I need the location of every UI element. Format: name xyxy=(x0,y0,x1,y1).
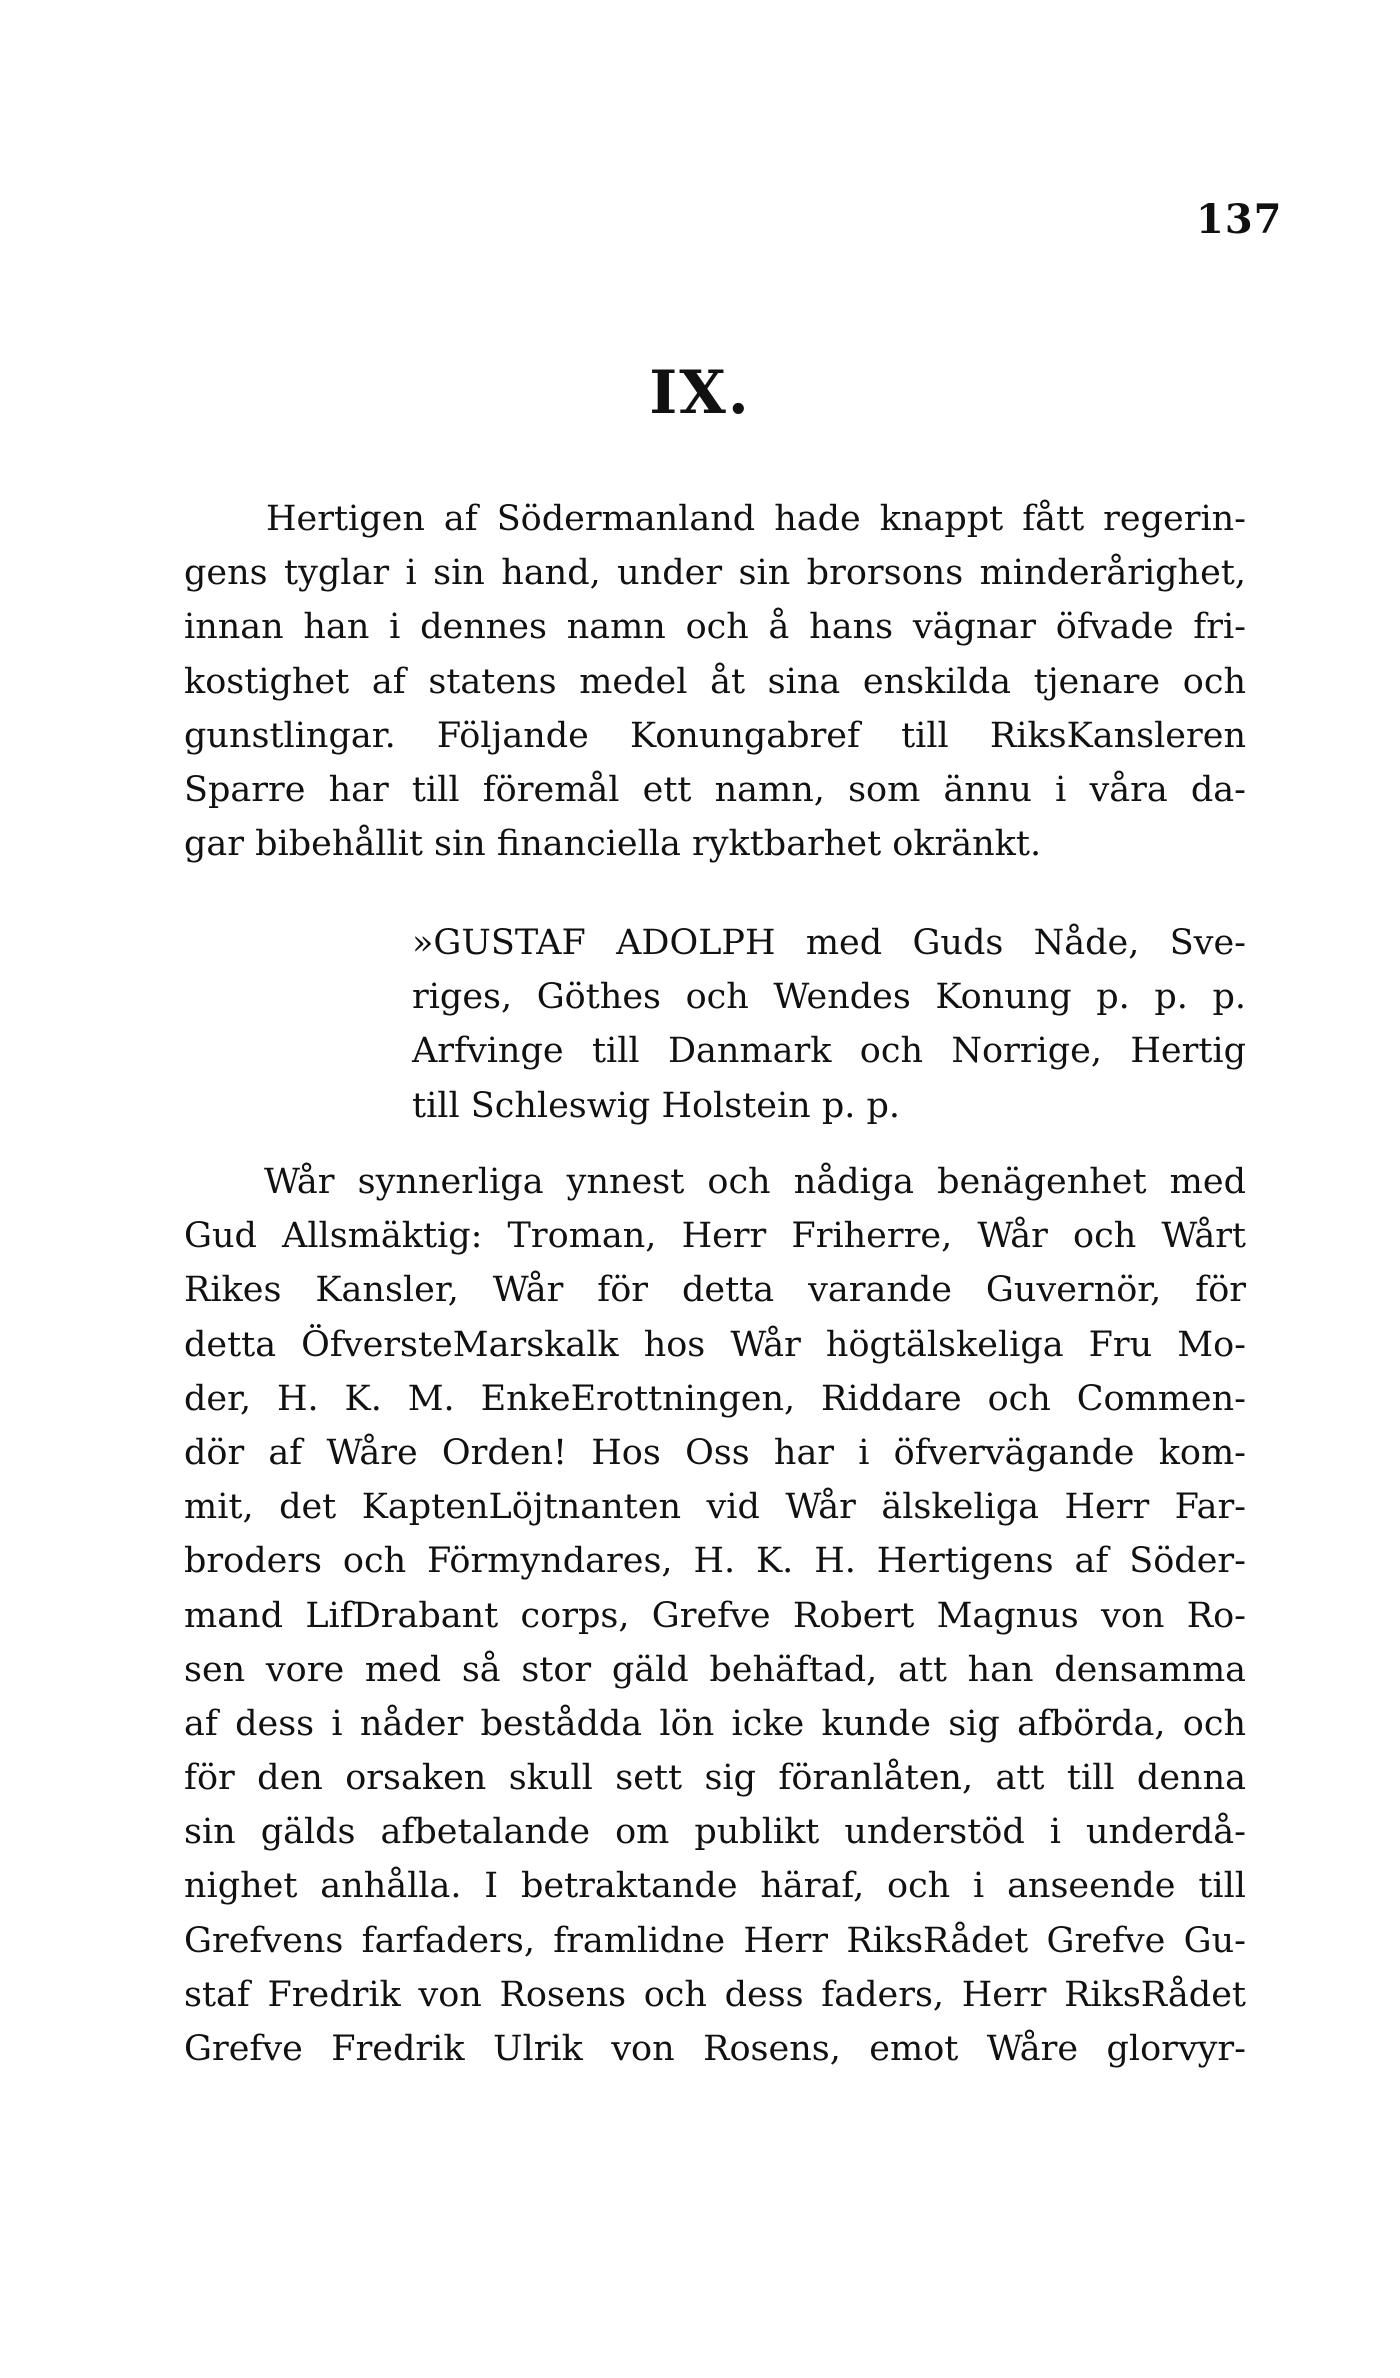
text-line: Wår synnerliga ynnest och nådiga benägenhet med xyxy=(264,1162,1246,1202)
text-line: Grefve Fredrik Ulrik von Rosens, emot Wåre glorvyr- xyxy=(184,2029,1246,2069)
text-line: Grefvens farfaders, framlidne Herr RiksRådet Grefve Gu- xyxy=(184,1920,1246,1961)
text-line: Sparre har till föremål ett namn, som ännu i våra da- xyxy=(184,769,1246,810)
text-line: mand LifDrabant corps, Grefve Robert Magnus von Ro- xyxy=(184,1595,1246,1636)
text-line: »GUSTAF ADOLPH med Guds Nåde, Sve- xyxy=(412,923,1246,963)
text-line: broders och Förmyndares, H. K. H. Hertigens af Söder- xyxy=(184,1541,1246,1582)
text-line: staf Fredrik von Rosens och dess faders, Herr RiksRådet xyxy=(184,1974,1246,2015)
text-line: för den orsaken skull sett sig föranlåten, att till denna xyxy=(184,1758,1246,1799)
text-line: sen vore med så stor gäld behäftad, att han densamma xyxy=(184,1649,1246,1690)
text-line: kostighet af statens medel åt sina enskilda tjenare och xyxy=(184,661,1246,702)
text-line: Arfvinge till Danmark och Norrige, Hertig xyxy=(412,1031,1246,1072)
text-line: sin gälds afbetalande om publikt understöd i underdå- xyxy=(184,1812,1246,1853)
text-line: detta ÖfversteMarskalk hos Wår högtälskeliga Fru Mo- xyxy=(184,1324,1246,1365)
text-line: Gud Allsmäktig: Troman, Herr Friherre, Wår och Wårt xyxy=(184,1216,1246,1257)
paragraph-intro xyxy=(184,492,1246,871)
text-line: innan han i dennes namn och å hans vägnar öfvade fri- xyxy=(184,607,1246,648)
text-line: gunstlingar. Följande Konungabref till RiksKansleren xyxy=(184,715,1246,756)
text-line: gar bibehållit sin financiella ryktbarhet okränkt. xyxy=(184,824,1042,865)
page-number: 137 xyxy=(1196,196,1283,243)
text-line: nighet anhålla. I betraktande häraf, och i anseende till xyxy=(184,1866,1246,1907)
letter-salutation xyxy=(412,916,1246,1133)
text-line: mit, det KaptenLöjtnanten vid Wår älskeliga Herr Far- xyxy=(184,1487,1246,1528)
text-line: gens tyglar i sin hand, under sin brorsons minderårighet, xyxy=(184,553,1246,594)
text-line: till Schleswig Holstein p. p. xyxy=(412,1085,901,1126)
letter-body xyxy=(184,1155,1246,2076)
text-line: dör af Wåre Orden! Hos Oss har i öfvervägande kom- xyxy=(184,1432,1246,1473)
text-line: af dess i nåder bestådda lön icke kunde sig afbörda, och xyxy=(184,1703,1246,1744)
text-line: Rikes Kansler, Wår för detta varande Guvernör, för xyxy=(184,1270,1246,1311)
text-line: der, H. K. M. EnkeErottningen, Riddare och Commen- xyxy=(184,1378,1246,1419)
text-line: riges, Göthes och Wendes Konung p. p. p. xyxy=(412,977,1246,1018)
chapter-heading: IX. xyxy=(649,358,751,428)
text-line: Hertigen af Södermanland hade knappt fått regerin- xyxy=(266,499,1246,539)
